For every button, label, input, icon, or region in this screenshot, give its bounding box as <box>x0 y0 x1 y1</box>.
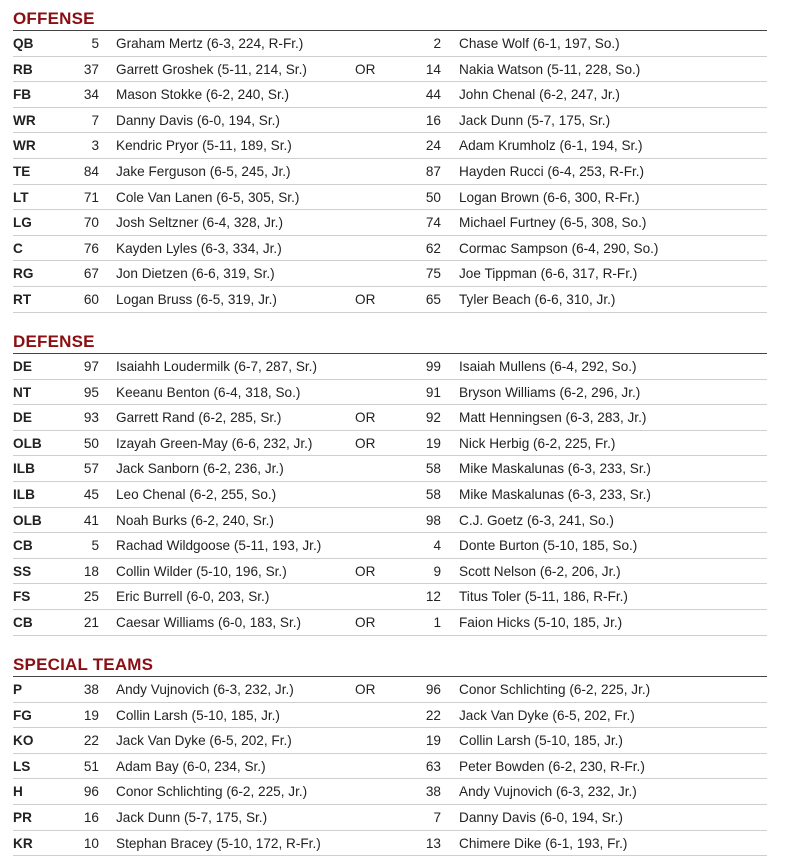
or-label: OR <box>355 614 376 630</box>
starter-number: 5 <box>91 538 99 554</box>
depth-rows <box>13 31 767 313</box>
depth-rows <box>13 677 767 856</box>
table-row <box>13 210 767 236</box>
starter-number: 57 <box>83 461 99 477</box>
starter-name: Keeanu Benton (6-4, 318, So.) <box>116 384 301 400</box>
position-label: OLB <box>13 435 42 451</box>
backup-name: Hayden Rucci (6-4, 253, R-Fr.) <box>459 163 645 179</box>
depth-rows <box>13 354 767 636</box>
table-row <box>13 185 767 211</box>
backup-name: Tyler Beach (6-6, 310, Jr.) <box>459 291 616 307</box>
backup-name: Logan Brown (6-6, 300, R-Fr.) <box>459 189 640 205</box>
backup-name: John Chenal (6-2, 247, Jr.) <box>459 87 620 103</box>
starter-name: Garrett Rand (6-2, 285, Sr.) <box>116 410 282 426</box>
backup-number: 87 <box>425 163 441 179</box>
defense-section <box>13 331 767 636</box>
table-row <box>13 754 767 780</box>
backup-name: Michael Furtney (6-5, 308, So.) <box>459 215 647 231</box>
starter-name: Collin Larsh (5-10, 185, Jr.) <box>116 707 280 723</box>
position-label: P <box>13 682 23 697</box>
table-row <box>13 559 767 585</box>
starter-number: 16 <box>83 809 99 825</box>
position-label: FS <box>13 589 31 605</box>
backup-name: Isaiah Mullens (6-4, 292, So.) <box>459 359 637 374</box>
backup-name: Joe Tippman (6-6, 317, R-Fr.) <box>459 266 638 282</box>
backup-name: Chase Wolf (6-1, 197, So.) <box>459 36 620 51</box>
backup-name: Andy Vujnovich (6-3, 232, Jr.) <box>459 784 637 800</box>
backup-number: 19 <box>425 733 441 749</box>
table-row <box>13 236 767 262</box>
position-label: LS <box>13 758 31 774</box>
backup-name: Donte Burton (5-10, 185, So.) <box>459 538 638 554</box>
starter-name: Collin Wilder (5-10, 196, Sr.) <box>116 563 287 579</box>
backup-name: Peter Bowden (6-2, 230, R-Fr.) <box>459 758 645 774</box>
table-row <box>13 108 767 134</box>
backup-name: Faion Hicks (5-10, 185, Jr.) <box>459 614 623 630</box>
backup-name: Collin Larsh (5-10, 185, Jr.) <box>459 733 623 749</box>
backup-name: Mike Maskalunas (6-3, 233, Sr.) <box>459 486 651 502</box>
backup-name: Matt Henningsen (6-3, 283, Jr.) <box>459 410 647 426</box>
table-row <box>13 805 767 831</box>
starter-number: 70 <box>83 215 99 231</box>
position-label: H <box>13 784 23 800</box>
table-row <box>13 431 767 457</box>
position-label: ILB <box>13 486 35 502</box>
backup-name: C.J. Goetz (6-3, 241, So.) <box>459 512 614 528</box>
starter-name: Josh Seltzner (6-4, 328, Jr.) <box>116 215 283 231</box>
backup-number: 9 <box>433 563 441 579</box>
table-row <box>13 508 767 534</box>
backup-number: 44 <box>425 87 441 103</box>
starter-name: Eric Burrell (6-0, 203, Sr.) <box>116 589 270 605</box>
section-title: SPECIAL TEAMS <box>13 654 767 677</box>
position-label: WR <box>13 138 36 154</box>
starter-name: Logan Bruss (6-5, 319, Jr.) <box>116 291 277 307</box>
table-row <box>13 82 767 108</box>
backup-number: 74 <box>425 215 441 231</box>
position-label: NT <box>13 384 32 400</box>
table-row <box>13 482 767 508</box>
starter-number: 7 <box>91 112 99 128</box>
starter-number: 60 <box>83 291 99 307</box>
position-label: ILB <box>13 461 35 477</box>
backup-number: 22 <box>425 707 441 723</box>
backup-number: 91 <box>425 384 441 400</box>
backup-number: 99 <box>425 359 441 374</box>
section-title: OFFENSE <box>13 8 767 31</box>
position-label: SS <box>13 563 32 579</box>
starter-name: Conor Schlichting (6-2, 225, Jr.) <box>116 784 308 800</box>
position-label: FB <box>13 87 32 103</box>
backup-name: Danny Davis (6-0, 194, Sr.) <box>459 809 623 825</box>
backup-number: 62 <box>425 240 441 256</box>
starter-name: Rachad Wildgoose (5-11, 193, Jr.) <box>116 538 322 554</box>
starter-name: Kayden Lyles (6-3, 334, Jr.) <box>116 240 282 256</box>
table-row <box>13 287 767 313</box>
starter-name: Kendric Pryor (5-11, 189, Sr.) <box>116 138 292 154</box>
backup-number: 7 <box>433 809 441 825</box>
backup-name: Nakia Watson (5-11, 228, So.) <box>459 61 641 77</box>
starter-number: 96 <box>83 784 99 800</box>
or-label: OR <box>355 291 376 307</box>
starter-name: Jon Dietzen (6-6, 319, Sr.) <box>116 266 275 282</box>
table-row <box>13 831 767 857</box>
or-label: OR <box>355 410 376 426</box>
position-label: CB <box>13 538 33 554</box>
backup-number: 50 <box>425 189 441 205</box>
position-label: TE <box>13 163 31 179</box>
table-row <box>13 703 767 729</box>
starter-number: 5 <box>91 36 99 51</box>
position-label: QB <box>13 36 34 51</box>
table-row <box>13 354 767 380</box>
starter-name: Noah Burks (6-2, 240, Sr.) <box>116 512 274 528</box>
starter-number: 10 <box>83 835 99 851</box>
table-row <box>13 533 767 559</box>
starter-number: 25 <box>83 589 99 605</box>
starter-name: Mason Stokke (6-2, 240, Sr.) <box>116 87 290 103</box>
starter-number: 21 <box>83 614 99 630</box>
starter-name: Stephan Bracey (5-10, 172, R-Fr.) <box>116 835 321 851</box>
position-label: LG <box>13 215 32 231</box>
table-row <box>13 728 767 754</box>
backup-number: 1 <box>433 614 441 630</box>
starter-number: 34 <box>83 87 99 103</box>
table-row <box>13 261 767 287</box>
special-teams-section <box>13 654 767 856</box>
backup-name: Conor Schlichting (6-2, 225, Jr.) <box>459 682 651 697</box>
table-row <box>13 133 767 159</box>
backup-number: 58 <box>425 461 441 477</box>
backup-number: 98 <box>425 512 441 528</box>
starter-number: 38 <box>83 682 99 697</box>
backup-number: 13 <box>425 835 441 851</box>
starter-name: Garrett Groshek (5-11, 214, Sr.) <box>116 61 307 77</box>
position-label: C <box>13 240 23 256</box>
position-label: OLB <box>13 512 42 528</box>
starter-name: Jack Sanborn (6-2, 236, Jr.) <box>116 461 284 477</box>
starter-number: 51 <box>83 758 99 774</box>
starter-name: Danny Davis (6-0, 194, Sr.) <box>116 112 280 128</box>
starter-number: 50 <box>83 435 99 451</box>
backup-number: 96 <box>425 682 441 697</box>
starter-number: 97 <box>83 359 99 374</box>
position-label: DE <box>13 410 32 426</box>
position-label: RT <box>13 291 32 307</box>
starter-name: Izayah Green-May (6-6, 232, Jr.) <box>116 435 313 451</box>
backup-number: 4 <box>433 538 441 554</box>
starter-name: Adam Bay (6-0, 234, Sr.) <box>116 758 266 774</box>
backup-name: Chimere Dike (6-1, 193, Fr.) <box>459 835 628 851</box>
backup-name: Nick Herbig (6-2, 225, Fr.) <box>459 435 616 451</box>
starter-number: 37 <box>83 61 99 77</box>
position-label: WR <box>13 112 36 128</box>
starter-name: Jack Dunn (5-7, 175, Sr.) <box>116 809 268 825</box>
starter-number: 45 <box>83 486 99 502</box>
position-label: RB <box>13 61 33 77</box>
or-label: OR <box>355 61 376 77</box>
or-label: OR <box>355 563 376 579</box>
or-label: OR <box>355 435 376 451</box>
backup-name: Scott Nelson (6-2, 206, Jr.) <box>459 563 621 579</box>
backup-name: Adam Krumholz (6-1, 194, Sr.) <box>459 138 643 154</box>
section-title: DEFENSE <box>13 331 767 354</box>
table-row <box>13 159 767 185</box>
backup-name: Mike Maskalunas (6-3, 233, Sr.) <box>459 461 651 477</box>
starter-number: 84 <box>83 163 99 179</box>
backup-number: 12 <box>425 589 441 605</box>
backup-number: 24 <box>425 138 441 154</box>
backup-name: Cormac Sampson (6-4, 290, So.) <box>459 240 659 256</box>
offense-section <box>13 8 767 313</box>
table-row <box>13 610 767 636</box>
position-label: CB <box>13 614 33 630</box>
starter-name: Leo Chenal (6-2, 255, So.) <box>116 486 277 502</box>
starter-number: 18 <box>83 563 99 579</box>
backup-number: 16 <box>425 112 441 128</box>
backup-number: 58 <box>425 486 441 502</box>
starter-number: 95 <box>83 384 99 400</box>
position-label: RG <box>13 266 34 282</box>
position-label: PR <box>13 809 32 825</box>
backup-name: Titus Toler (5-11, 186, R-Fr.) <box>459 589 628 605</box>
starter-number: 41 <box>83 512 99 528</box>
starter-name: Jake Ferguson (6-5, 245, Jr.) <box>116 163 291 179</box>
or-label: OR <box>355 682 376 697</box>
backup-name: Bryson Williams (6-2, 296, Jr.) <box>459 384 641 400</box>
table-row <box>13 380 767 406</box>
starter-name: Jack Van Dyke (6-5, 202, Fr.) <box>116 733 292 749</box>
starter-number: 22 <box>83 733 99 749</box>
starter-number: 3 <box>91 138 99 154</box>
backup-number: 14 <box>425 61 441 77</box>
table-row <box>13 677 767 703</box>
starter-name: Cole Van Lanen (6-5, 305, Sr.) <box>116 189 300 205</box>
starter-name: Graham Mertz (6-3, 224, R-Fr.) <box>116 36 304 51</box>
starter-number: 71 <box>83 189 99 205</box>
starter-number: 19 <box>83 707 99 723</box>
starter-name: Caesar Williams (6-0, 183, Sr.) <box>116 614 302 630</box>
backup-number: 38 <box>425 784 441 800</box>
backup-number: 92 <box>425 410 441 426</box>
position-label: FG <box>13 707 32 723</box>
starter-number: 93 <box>83 410 99 426</box>
table-row <box>13 31 767 57</box>
backup-name: Jack Dunn (5-7, 175, Sr.) <box>459 112 611 128</box>
backup-name: Jack Van Dyke (6-5, 202, Fr.) <box>459 707 635 723</box>
starter-name: Isaiahh Loudermilk (6-7, 287, Sr.) <box>116 359 317 374</box>
position-label: DE <box>13 359 32 374</box>
table-row <box>13 584 767 610</box>
table-row <box>13 57 767 83</box>
backup-number: 75 <box>425 266 441 282</box>
table-row <box>13 456 767 482</box>
position-label: KR <box>13 835 33 851</box>
backup-number: 65 <box>425 291 441 307</box>
table-row <box>13 405 767 431</box>
position-label: LT <box>13 189 29 205</box>
backup-number: 63 <box>425 758 441 774</box>
table-row <box>13 779 767 805</box>
starter-number: 67 <box>83 266 99 282</box>
backup-number: 19 <box>425 435 441 451</box>
position-label: KO <box>13 733 34 749</box>
backup-number: 2 <box>433 36 441 51</box>
starter-name: Andy Vujnovich (6-3, 232, Jr.) <box>116 682 294 697</box>
starter-number: 76 <box>83 240 99 256</box>
